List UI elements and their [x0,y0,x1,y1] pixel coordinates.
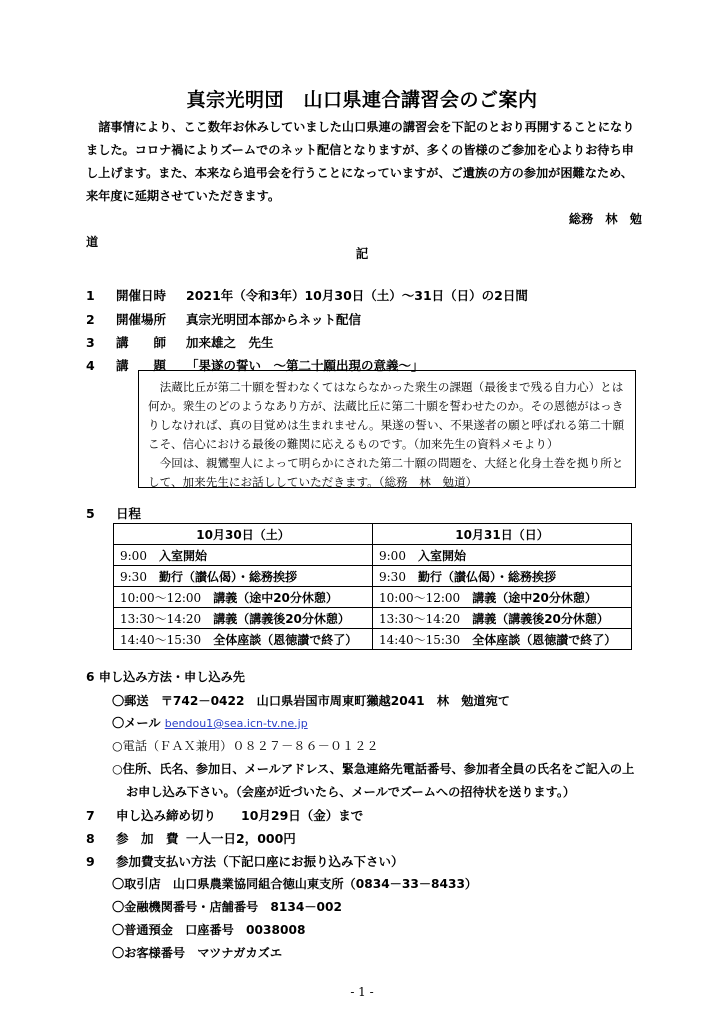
signature-continued: 道 [86,235,99,249]
event: 全体座談（恩徳讃で終了） [213,632,358,647]
day1-cell [114,587,373,608]
item-value: 加来雄之 先生 [186,335,274,350]
item-label: 講 師 [116,335,167,350]
item-value: 参加費支払い方法（下記口座にお振り込み下さい） [116,854,404,869]
intro-text: 諸事情により、ここ数年お休みしていました山口県連の講習会を下記のとおり再開することになりました。コロナ禍によりズームでのネット配信となりますが、多くの皆様のご参加を心よりお待ち申し上げます。また、本来なら追弔会を行うことになっていますが、ご遺族の方の参加が困難なため、来年度に延期させていただきます。 [86,120,635,203]
day2-cell [373,566,632,587]
table-row [114,545,632,566]
time: 9:00 [379,548,406,563]
table-row [114,566,632,587]
item-value: 2021年（令和3年）10月30日（土）～31日（日）の2日間 [186,288,528,303]
ki-heading: 記 [355,246,369,261]
item-payment [86,852,404,870]
item-number: 3 [86,335,95,350]
schedule-label: 日程 [116,506,142,521]
item-number: 9 [86,854,95,869]
apply-note-2: お申し込み下さい。（会座が近づいたら、メールでズームへの招待状を送ります。） [126,785,576,799]
page-title: 真宗光明団 山口県連合講習会のご案内 [186,89,538,111]
event: 入室開始 [158,548,207,563]
schedule-heading [86,504,141,522]
item-venue [86,310,361,328]
item-number: 2 [86,312,95,327]
time: 13:30～14:20 [379,611,461,626]
day1-cell [114,566,373,587]
event: 講義（途中20分休憩） [213,590,338,605]
item-date [86,286,528,304]
time: 10:00～12:00 [120,590,202,605]
topic-description-box [138,370,636,488]
day2-header: 10月31日（日） [373,524,632,545]
apply-heading: 6 申し込み方法・申し込み先 [86,670,245,684]
day2-cell [373,545,632,566]
item-label: 講 題 [116,358,167,373]
payment-bank: 〇取引店 山口県農業協同組合徳山東支所（0834－33－8433） [112,877,478,891]
item-fee [86,829,296,847]
apply-phone: ○電話（ＦＡＸ兼用）０８２７－８６－０１２２ [112,739,379,753]
item-number: 8 [86,831,95,846]
time: 14:40～15:30 [379,632,461,647]
time: 9:30 [379,569,406,584]
payment-account: 〇普通預金 口座番号 0038008 [112,923,306,937]
event: 講義（講義後20分休憩） [472,611,609,626]
table-row [114,629,632,650]
table-row [114,587,632,608]
item-value: 一人一日2，000円 [186,831,296,846]
topic-description-2: 今回は、親鸞聖人によって明らかにされた第二十願の問題を、大経と化身土巻を拠り所として、加来先生にお話ししていただきます。（総務 林 勉道） [148,456,624,489]
day1-cell [114,545,373,566]
apply-note-1: ○住所、氏名、参加日、メールアドレス、緊急連絡先電話番号、参加者全員の氏名をご記入の上 [112,762,635,776]
event: 勤行（讃仏偈）・総務挨拶 [417,569,556,584]
topic-description-1: 法蔵比丘が第二十願を誓わなくてはならなかった衆生の課題（最後まで残る自力心）とは何か。衆生のどのようなあり方が、法蔵比丘に第二十願を誓わせたのか。その恩徳がはっきりしなければ、真の目覚めは生まれません。果遂の誓い、不果遂者の願と呼ばれる第二十願こそ、信心における最後の難関に応えるものです。（加来先生の資料メモより） [148,380,625,451]
event: 講義（講義後20分休憩） [213,611,350,626]
day2-cell [373,629,632,650]
event: 全体座談（恩徳讃で終了） [472,632,617,647]
time: 10:00～12:00 [379,590,461,605]
time: 9:30 [120,569,147,584]
time: 14:40～15:30 [120,632,202,647]
item-deadline [86,806,363,824]
day1-cell [114,608,373,629]
event: 講義（途中20分休憩） [472,590,597,605]
item-value: 申し込み締め切り 10月29日（金）まで [116,808,364,823]
item-number: 7 [86,808,95,823]
signature: 総務 林 勉 [568,212,642,226]
mail-label: 〇メール [112,716,161,730]
email-link[interactable]: bendou1@sea.icn-tv.ne.jp [164,717,308,730]
event: 勤行（讃仏偈）・総務挨拶 [158,569,297,584]
day1-header: 10月30日（土） [114,524,373,545]
item-number: 5 [86,506,95,521]
item-number: 1 [86,288,95,303]
item-lecturer [86,333,274,351]
item-value: 真宗光明団本部からネット配信 [186,312,362,327]
signature-line [86,208,642,231]
day2-cell [373,587,632,608]
intro-paragraph [86,116,642,254]
apply-mail [112,714,308,731]
item-label: 参 加 費 [116,831,179,846]
apply-post: 〇郵送 〒742－0422 山口県岩国市周東町獺越2041 林 勉道宛て [112,694,510,708]
item-number: 4 [86,358,95,373]
item-label: 開催場所 [116,312,167,327]
table-row [114,608,632,629]
item-value: 「果遂の誓い ～第二十願出現の意義～」 [186,358,424,373]
day1-cell [114,629,373,650]
schedule-header-row [114,524,632,545]
payment-code: 〇金融機関番号・店舗番号 8134－002 [112,900,342,914]
time: 9:00 [120,548,147,563]
schedule-table [113,523,632,650]
event: 入室開始 [417,548,466,563]
time: 13:30～14:20 [120,611,202,626]
item-label: 開催日時 [116,288,167,303]
payment-customer: 〇お客様番号 マツナガカズエ [112,946,283,960]
page-number: - 1 - [350,985,374,999]
day2-cell [373,608,632,629]
